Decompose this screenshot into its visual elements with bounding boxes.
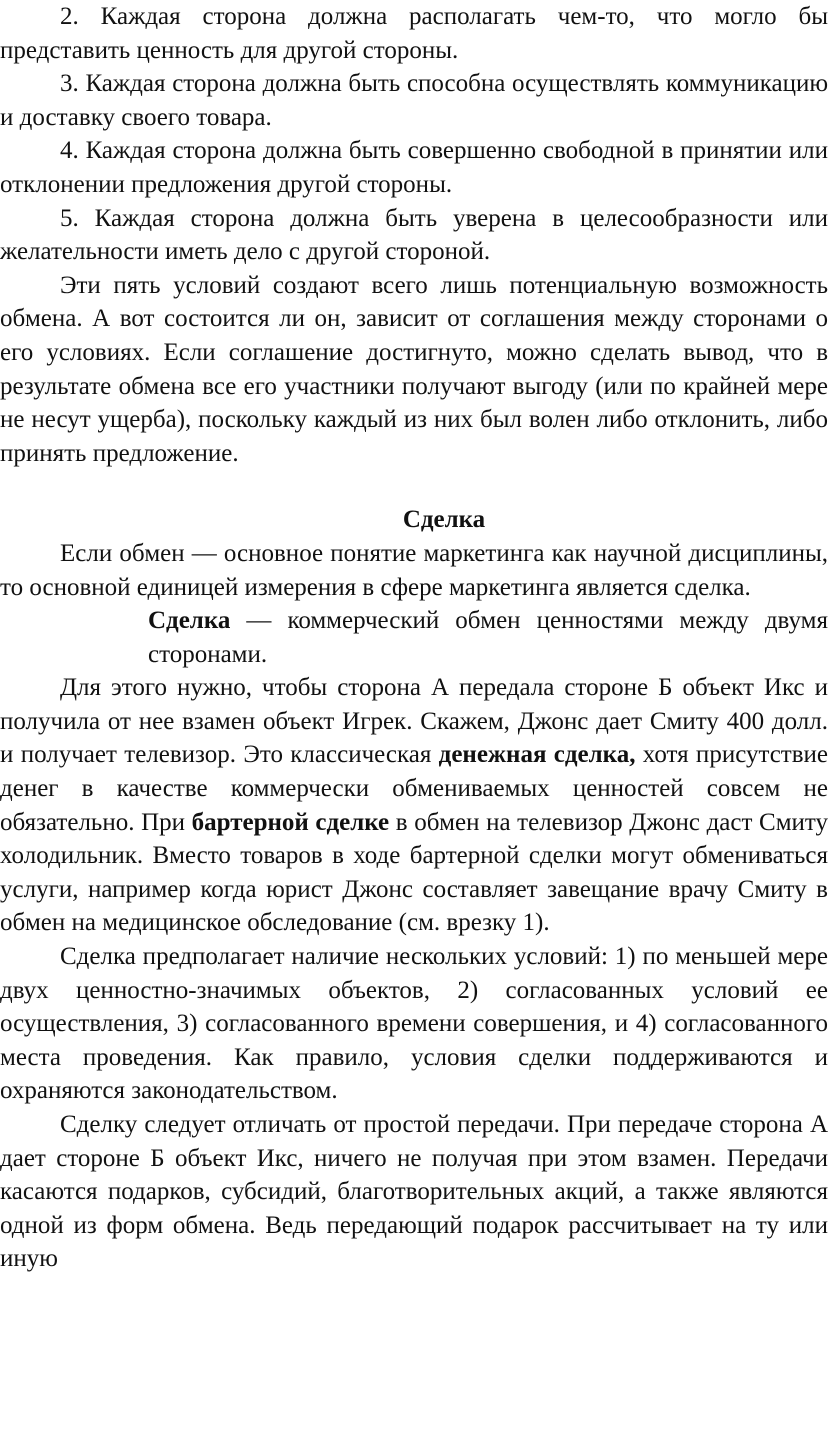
definition-dash: — [230, 607, 288, 635]
term-barter-deal: бартерной сделке [191, 808, 390, 836]
paragraph-five-conditions: Эти пять условий создают всего лишь потенциальную возможность обмена. А вот состоится ли он, зависит от соглашения между сторонами о его условиях. Если соглашение достигнуто, можно сделать вывод, что в результате обмена все его участники получают выгоду (или по крайней мере не несут ущерба), поскольку каждый из них был волен либо отклонить, либо принять предложение. [0, 271, 828, 467]
definition-block [148, 604, 828, 671]
paragraph-condition-3: 3. Каждая сторона должна быть способна осуществлять коммуникацию и доставку своего товара. [0, 70, 828, 131]
paragraph-condition-4: 4. Каждая сторона должна быть совершенно свободной в принятии или отклонении предложения другой стороны. [0, 137, 828, 198]
paragraph-condition-5: 5. Каждая сторона должна быть уверена в целесообразности или желательности иметь дело с другой стороной. [0, 204, 828, 266]
definition-text: коммерческий обмен ценностями между двумя сторонами. [148, 607, 828, 668]
paragraph-deal-conditions: Сделка предполагает наличие нескольких условий: 1) по меньшей мере двух ценностно-значимых объектов, 2) согласованных условий ее осуществления, 3) согласованного времени совершения, и 4) согласованного места проведения. Как правило, условия сделки поддерживаются и охраняются законодательством. [0, 943, 828, 1105]
paragraph-condition-2: 2. Каждая сторона должна располагать чем-то, что могло бы представить ценность для другой стороны. [0, 3, 828, 64]
deal-text-part1: Для этого нужно, чтобы сторона А передала стороне Б объект Икс и получила от нее взамен объект Игрек. Скажем, Джонс дает Смиту 400 долл. и получает телевизор. Это классическая [0, 674, 828, 769]
deal-text-part3: в обмен на телевизор Джонс даст Смиту холодильник. Вместо товаров в ходе бартерной сделки могут обмениваться услуги, например когда юрист Джонс составляет завещание врачу Смиту в обмен на медицинское обследование (см. врезку 1). [0, 808, 828, 937]
term-money-deal: денежная сделка, [438, 741, 636, 769]
deal-text-part2: хотя присутствие денег в качестве коммерчески обмениваемых ценностей совсем не обязательно. При [0, 741, 828, 836]
section-heading: Сделка [402, 506, 486, 534]
paragraph-intro: Если обмен — основное понятие маркетинга как научной дисциплины, то основной единицей измерения в сфере маркетинга является сделка. [0, 539, 828, 601]
paragraph-transfer: Сделку следует отличать от простой передачи. При передаче сторона А дает стороне Б объект Икс, ничего не получая при этом взамен. Передачи касаются подарков, субсидий, благотворительных акций, а также являются одной из форм обмена. Ведь передающий подарок рассчитывает на ту или иную [0, 1111, 828, 1273]
paragraph-deal-example [0, 671, 828, 940]
definition-term: Сделка [148, 607, 231, 635]
